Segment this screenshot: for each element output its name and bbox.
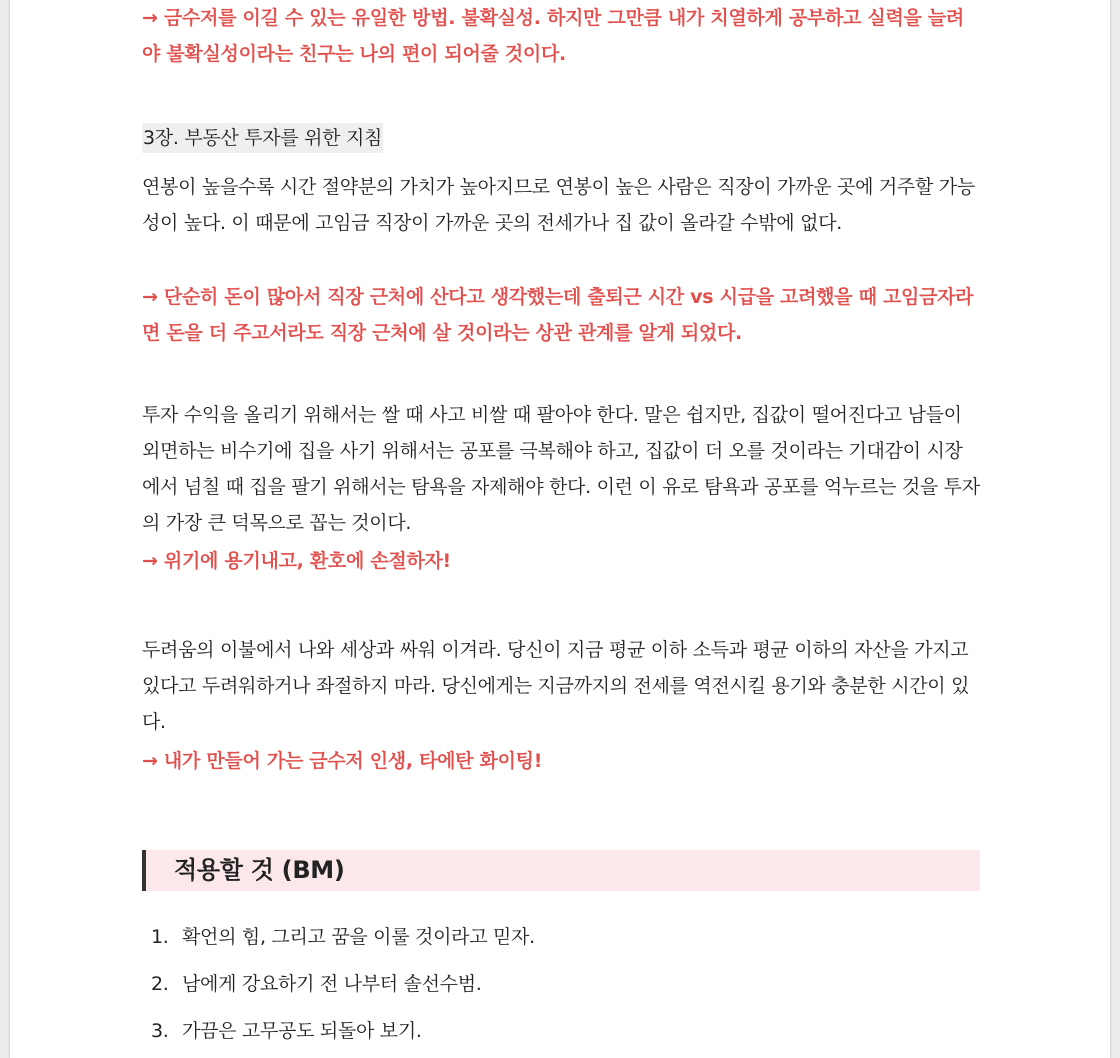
note-2-block: [142, 543, 980, 579]
list-item: [151, 914, 951, 961]
paragraph-1: 연봉이 높을수록 시간 절약분의 가치가 높아지므로 연봉이 높은 사람은 직장이 가까운 곳에 거주할 가능성이 높다. 이 때문에 고임금 직장이 가까운 곳의 전세가나 집 값이 올라갈 수밖에 없다.: [142, 176, 975, 234]
heading-accent-bar: [142, 850, 146, 891]
list-item-number: 2.: [151, 973, 169, 995]
chapter-block: [142, 123, 980, 153]
paragraph-3-block: [142, 632, 980, 740]
chapter-title: 3장. 부동산 투자를 위한 지침: [142, 123, 383, 153]
paragraph-1-block: [142, 169, 980, 241]
list-item-number: 1.: [151, 926, 169, 948]
note-2: → 위기에 용기내고, 환호에 손절하자!: [142, 550, 451, 572]
list-item: [151, 961, 951, 1008]
list-item-text: 확언의 힘, 그리고 꿈을 이룰 것이라고 믿자.: [182, 926, 535, 948]
list-item-text: 남에게 강요하기 전 나부터 솔선수범.: [182, 973, 482, 995]
document-page: [10, 0, 1110, 1058]
section-heading: [142, 850, 980, 891]
intro-note: → 금수저를 이길 수 있는 유일한 방법. 불확실성. 하지만 그만큼 내가 치열하게 공부하고 실력을 늘려야 불확실성이라는 친구는 나의 편이 되어줄 것이다.: [142, 7, 964, 65]
list-item-text: 가끔은 고무공도 되돌아 보기.: [182, 1020, 422, 1042]
section-heading-title: 적용할 것 (BM): [174, 856, 345, 884]
list-item-number: 3.: [151, 1020, 169, 1042]
note-1-block: [142, 279, 980, 351]
apply-list: [151, 914, 951, 1055]
note-3: → 내가 만들어 가는 금수저 인생, 타에탄 화이팅!: [142, 750, 543, 772]
paragraph-2-block: [142, 397, 980, 541]
paragraph-2: 투자 수익을 올리기 위해서는 쌀 때 사고 비쌀 때 팔아야 한다. 말은 쉽지만, 집값이 떨어진다고 남들이 외면하는 비수기에 집을 사기 위해서는 공포를 극복해야 하고, 집값이 더 오를 것이라는 기대감이 시장에서 넘칠 때 집을 팔기 위해서는 탐욕을 자제해야 한다. 이런 이 유로 탐욕과 공포를 억누르는 것을 투자의 가장 큰 덕목으로 꼽는 것이다.: [142, 404, 980, 534]
list-item: [151, 1008, 951, 1055]
note-3-block: [142, 743, 980, 779]
note-1: → 단순히 돈이 많아서 직장 근처에 산다고 생각했는데 출퇴근 시간 vs 시급을 고려했을 때 고임금자라면 돈을 더 주고서라도 직장 근처에 살 것이라는 상관 관계를 알게 되었다.: [142, 286, 974, 344]
paragraph-3: 두려움의 이불에서 나와 세상과 싸워 이겨라. 당신이 지금 평균 이하 소득과 평균 이하의 자산을 가지고 있다고 두려워하거나 좌절하지 마라. 당신에게는 지금까지의 전세를 역전시킬 용기와 충분한 시간이 있다.: [142, 639, 970, 733]
intro-note-block: [142, 0, 980, 72]
